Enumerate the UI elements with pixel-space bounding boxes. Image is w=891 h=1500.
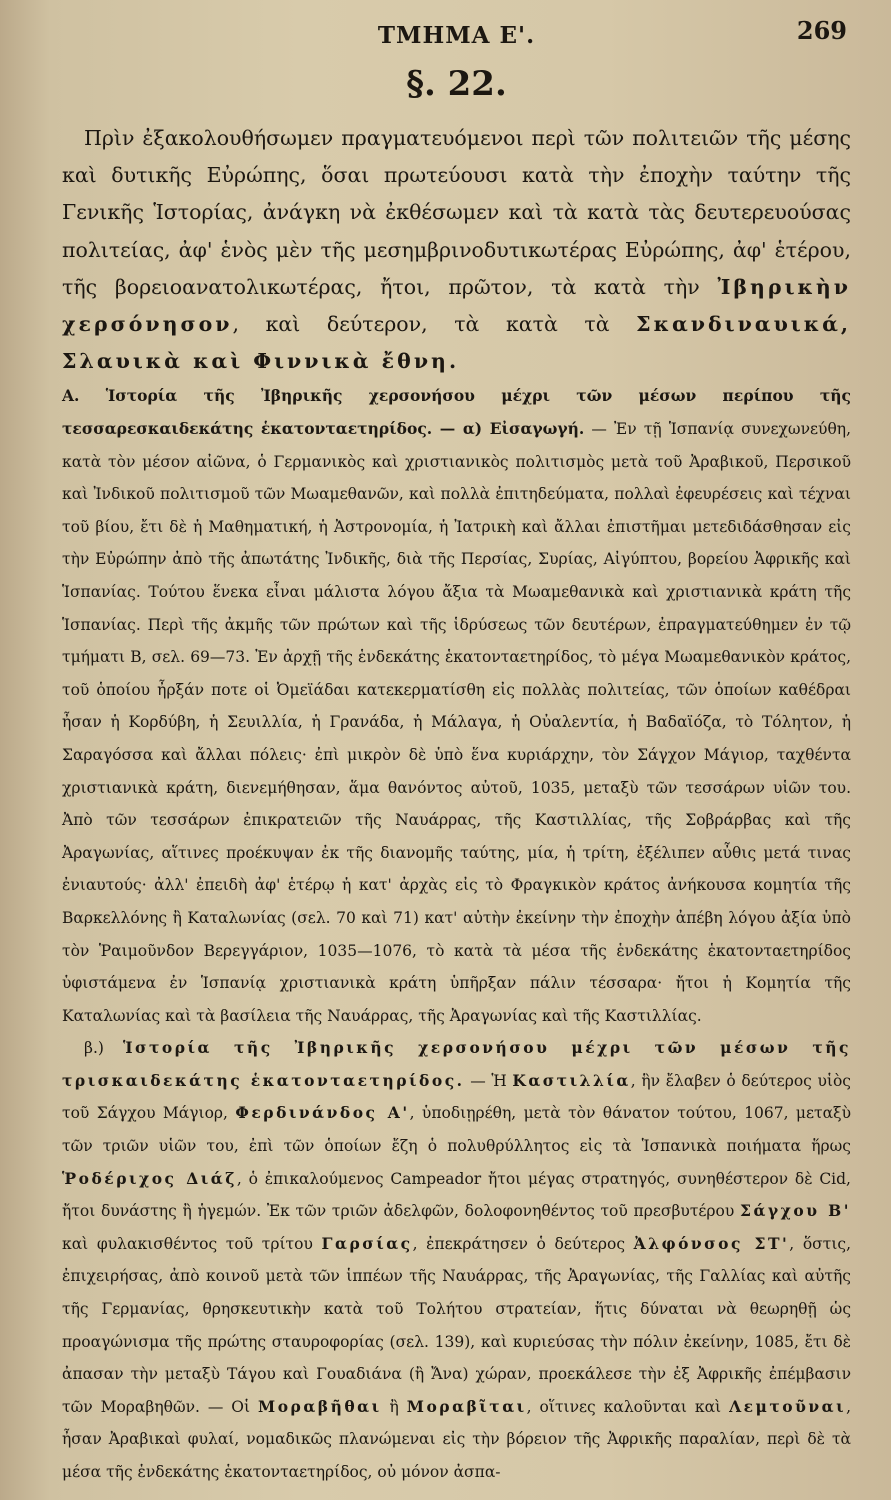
part-b-text-9: , οἵτινες καλοῦνται καὶ	[526, 1397, 730, 1416]
intro-term-iberian: Ἰβηρικὴν χερσόνησον	[62, 274, 851, 337]
name-alfonso: Ἀλφόνσος ΣΤ'	[633, 1233, 790, 1253]
part-b-text-5: καὶ φυλακισθέντος τοῦ τρίτου	[62, 1234, 322, 1253]
part-b-heading: Ἱστορία τῆς Ἰβηρικῆς χερσονήσου μέχρι τῶν μέσων τῆς τρισκαιδεκάτης ἑκατονταετηρίδος.	[62, 1038, 851, 1090]
part-b-text-3: , ὑποδιῃρέθη, μετὰ τὸν θάνατον τούτου, 1067, μεταξὺ τῶν τριῶν υἱῶν του, ἐπὶ τῶν ὁποίων ἔζη ὁ πολυθρύλλητος εἰς τὰ Ἱσπανικὰ ποιήματα ἥρως	[62, 1104, 852, 1156]
name-garcia: Γαρσίας	[321, 1233, 413, 1253]
part-b-text-1: — Ἡ	[464, 1071, 513, 1090]
part-a-heading: Α. Ἱστορία τῆς Ἰβηρικῆς χερσονήσου μέχρι τῶν μέσων περίπου τῆς τεσσαρεσκαιδεκάτης ἑκατονταετηρίδος. — α) Εἰσαγωγή.	[62, 386, 851, 439]
intro-text: Πρὶν ἐξακολουθήσωμεν πραγματευόμενοι περὶ τῶν πολιτειῶν τῆς μέσης καὶ δυτικῆς Εὐρώπης, ὅσαι πρωτεύουσι κατὰ τὴν ἐποχὴν ταύτην τῆς Γενικῆς Ἱστορίας, ἀνάγκη νὰ ἐκθέσωμεν καὶ τὰ κατὰ τὰς δευτερευούσας πολιτείας, ἀφ' ἑνὸς μὲν τῆς μεσημβρινοδυτικωτέρας Εὐρώπης, ἀφ' ἑτέρου, τῆς βορειοανατολικωτέρας, ἤτοι, πρῶτον, τὰ κατὰ τὴν	[62, 126, 851, 299]
part-b-text-10: , ἦσαν Ἀραβικαὶ φυλαί, νομαδικῶς πλανώμεναι εἰς τὴν βόρειον τῆς Ἀφρικῆς παραλίαν, περὶ δὲ τὰ μέσα τῆς ἑνδεκάτης ἑκατονταετηρίδος, οὐ μόνον ἀσπα-	[62, 1397, 852, 1482]
section-title: §. 22.	[406, 64, 507, 104]
part-b-label: β.)	[84, 1039, 123, 1058]
intro-text-2: , καὶ δεύτερον, τὰ κατὰ τὰ	[232, 312, 637, 337]
part-b-text-4: , ὁ ἐπικαλούμενος Campeador ἤτοι μέγας στρατηγός, συνηθέστερον δὲ Cid, ἤτοι δυνάστης ἢ ἡγεμών. Ἐκ τῶν τριῶν ἀδελφῶν, δολοφονηθέντος τοῦ πρεσβυτέρου	[62, 1169, 851, 1221]
part-a-paragraph	[62, 380, 851, 1032]
part-b-text-6: , ἐπεκράτησεν ὁ δεύτερος	[412, 1234, 634, 1253]
name-ferdinand: Φερδινάνδος Α'	[235, 1103, 410, 1123]
name-rodrigo: Ῥοδέριχος Διάζ	[62, 1168, 237, 1188]
part-b-text-2: , ἣν ἔλαβεν ὁ δεύτερος υἱὸς τοῦ Σάγχου Μάγιορ,	[62, 1071, 851, 1123]
intro-term-nations: Σκανδιναυικά, Σλαυικὰ καὶ Φιννικὰ ἔθνη.	[62, 312, 851, 374]
page-header	[62, 16, 851, 54]
name-lemtunae: Λεμτοῦναι	[729, 1396, 847, 1416]
name-moravethae: Μοραβῆθαι	[258, 1396, 382, 1416]
part-a-body: — Ἐν τῇ Ἱσπανίᾳ συνεχωνεύθη, κατὰ τὸν μέσον αἰῶνα, ὁ Γερμανικὸς καὶ χριστιανικὸς πολιτισμὸς μετὰ τοῦ Ἀραβικοῦ, Περσικοῦ καὶ Ἰνδικοῦ πολιτισμοῦ τῶν Μωαμεθανῶν, καὶ πολλὰ ἐπιτηδεύματα, πολλαὶ ἐφευρέσεις καὶ τέχναι τοῦ βίου, ἔτι δὲ ἡ Μαθηματική, ἡ Ἀστρονομία, ἡ Ἰατρικὴ καὶ ἄλλαι ἐπιστῆμαι μετεδιδάσθησαν εἰς τὴν Εὐρώπην ἀπὸ τῆς ἀπωτάτης Ἰνδικῆς, διὰ τῆς Περσίας, Συρίας, Αἰγύπτου, βορείου Ἀφρικῆς καὶ Ἱσπανίας. Τούτου ἕνεκα εἶναι μάλιστα λόγου ἄξια τὰ Μωαμεθανικὰ καὶ χριστιανικὰ κράτη τῆς Ἱσπανίας. Περὶ τῆς ἀκμῆς τῶν πρώτων καὶ τῆς ἱδρύσεως τῶν δευτέρων, ἐπραγματεύθημεν ἐν τῷ τμήματι Β, σελ. 69—73. Ἐν ἀρχῇ τῆς ἑνδεκάτης ἑκατονταετηρίδος, τὸ μέγα Μωαμεθανικὸν κράτος, τοῦ ὁποίου ἦρξάν ποτε οἱ Ὀμεϊάδαι κατεκερματίσθη εἰς πολλὰς πολιτείας, τῶν ὁποίων καθέδραι ἦσαν ἡ Κορδύβη, ἡ Σευιλλία, ἡ Γρανάδα, ἡ Μάλαγα, ἡ Οὐαλεντία, ἡ Βαδαϊόζα, τὸ Τόλητον, ἡ Σαραγόσσα καὶ ἄλλαι πόλεις· ἐπὶ μικρὸν δὲ ὑπὸ ἕνα κυριάρχην, τὸν Σάγχον Μάγιορ, ταχθέντα χριστιανικὰ κράτη, διενεμήθησαν, ἅμα θανόντος αὐτοῦ, 1035, μεταξὺ τῶν τεσσάρων υἱῶν του. Ἀπὸ τῶν τεσσάρων ἐπικρατειῶν τῆς Ναυάρρας, τῆς Καστιλλίας, τῆς Σοβράρβας καὶ τῆς Ἀραγωνίας, αἵτινες προέκυψαν ἐκ τῆς διανομῆς ταύτης, μία, ἡ τρίτη, ἐξέλιπεν αὖθις μετά τινας ἐνιαυτούς· ἀλλ' ἐπειδὴ ἀφ' ἑτέρῳ ἡ κατ' ἀρχὰς εἰς τὸ Φραγκικὸν κράτος ἀνήκουσα κομητία τῆς Βαρκελλόνης ἢ Καταλωνίας (σελ. 70 καὶ 71) κατ' αὐτὴν ἐκείνην τὴν ἐποχὴν ἀπέβη λόγου ἀξία ὑπὸ τὸν Ῥαιμοῦνδον Βερεγγάριον, 1035—1076, τὸ κατὰ τὰ μέσα τῆς ἑνδεκάτης ἑκατονταετηρίδος ὑφιστάμενα ἐν Ἱσπανίᾳ χριστιανικὰ κράτη ὑπῆρξαν πάλιν τέσσαρα· ἤτοι ἡ Κομητία τῆς Καταλωνίας καὶ τὰ βασίλεια τῆς Ναυάρρας, τῆς Ἀραγωνίας καὶ τῆς Καστιλλίας.	[62, 420, 851, 1025]
part-b-paragraph	[62, 1032, 851, 1488]
page-number: 269	[796, 16, 847, 45]
running-title: ΤΜΗΜΑ Ε'.	[377, 22, 536, 49]
intro-paragraph	[62, 120, 851, 380]
name-castile: Καστιλλία	[512, 1070, 631, 1090]
name-moravitae: Μοραβῖται	[406, 1396, 527, 1416]
name-sancho: Σάγχου Β'	[740, 1201, 851, 1221]
part-b-text-7: , ὅστις, ἐπιχειρήσας, ἀπὸ κοινοῦ μετὰ τῶν ἱππέων τῆς Ναυάρρας, τῆς Ἀραγωνίας, τῆς Γαλλίας καὶ αὐτῆς τῆς Γερμανίας, θρησκευτικὴν κατὰ τοῦ Τολήτου στρατείαν, ἥτις δύναται νὰ θεωρηθῇ ὡς προαγώνισμα τῆς πρώτης σταυροφορίας (σελ. 139), καὶ κυριεύσας τὴν πόλιν ἐκείνην, 1085, ἔτι δὲ ἀπασαν τὴν μεταξὺ Τάγου καὶ Γουαδιάνα (ἢ Ἄνα) χώραν, προεκάλεσε τὴν ἐξ Ἀφρικῆς ἐπέμβασιν τῶν Μοραβηθῶν. — Οἱ	[62, 1234, 851, 1416]
part-b-text-8: ἢ	[381, 1397, 407, 1416]
